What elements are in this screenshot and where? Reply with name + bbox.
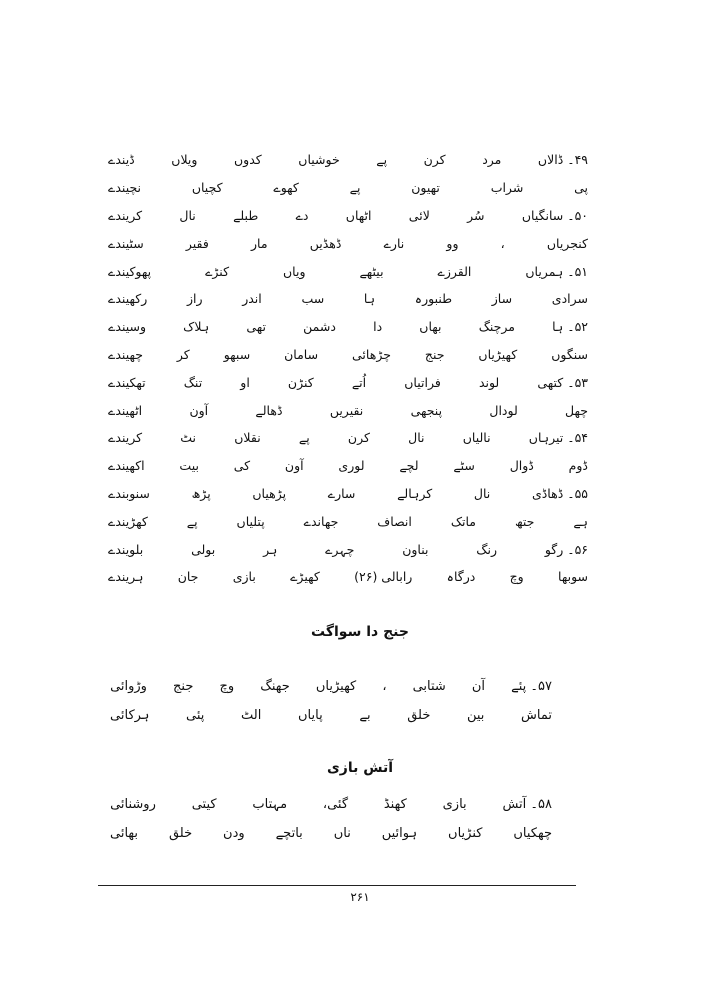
verse-word: بازی	[442, 797, 467, 812]
verse-word: آون	[284, 458, 304, 474]
verse-word: کنڑے	[205, 263, 230, 279]
verse-word: نال	[179, 207, 196, 223]
verse-line	[108, 174, 588, 202]
verse-word: وچ	[219, 679, 235, 694]
verse-line	[108, 229, 588, 257]
verse-line	[108, 368, 588, 396]
verse-word: دے	[295, 207, 309, 223]
verse-word: کرہالے	[397, 485, 433, 501]
verse-word: فقیر	[185, 235, 209, 251]
verse-word: لوری	[338, 458, 365, 474]
verse-word: کنڑیاں	[448, 826, 483, 841]
verse-word: بازی	[232, 569, 256, 585]
verse-word: کر	[176, 346, 190, 362]
verse-word: کریندے	[108, 430, 143, 446]
verse-word: او	[240, 374, 250, 390]
verse-word: چھکیاں	[513, 826, 552, 841]
verse-word: سارے	[327, 485, 356, 501]
verse-word: ہا	[363, 291, 376, 307]
verse-word: پے	[349, 180, 361, 196]
verse-word: ویلاں	[171, 152, 198, 168]
verse-word: الٹ	[241, 708, 262, 723]
verse-word: القرزے	[437, 263, 472, 279]
verse-word: ڈیندے	[108, 152, 135, 168]
verse-word: انصاف	[377, 513, 412, 529]
verse-word: ،	[382, 679, 387, 694]
verse-word: رنگ	[476, 541, 497, 557]
verse-word: کیتی	[191, 797, 217, 812]
verse-word: ۵۷۔ پئے	[511, 679, 552, 694]
verse-word: ۵۰۔ سانگیاں	[521, 207, 588, 223]
verse-word: آون	[189, 402, 209, 418]
verse-word: ہے	[573, 513, 588, 529]
verse-word: سنگوں	[551, 346, 588, 362]
verse-line	[108, 257, 588, 285]
verse-word: ڈوم	[568, 458, 588, 474]
verse-word: نال	[408, 430, 425, 446]
verse-word: اٹھیندے	[108, 402, 143, 418]
section-heading-atish-bazi: آتش بازی	[326, 760, 394, 776]
verse-word: جنج	[173, 679, 194, 694]
verse-word: کچیاں	[191, 180, 223, 196]
verse-word: مرچنگ	[478, 319, 515, 335]
verse-word: ،	[500, 235, 505, 251]
verse-word: کھوے	[273, 180, 299, 196]
verse-line	[108, 424, 588, 452]
couplet-block-57	[110, 672, 552, 730]
verse-word: مرد	[482, 152, 502, 168]
verse-line	[108, 285, 588, 313]
verse-word: ۵۳۔ کتھی	[537, 374, 588, 390]
verse-word: کی	[233, 458, 251, 474]
verse-word: جان	[177, 569, 199, 585]
verse-word: نقیریں	[329, 402, 364, 418]
verse-word: بلویندے	[108, 541, 144, 557]
verse-word: خلق	[407, 708, 431, 723]
verse-word: تھیون	[411, 180, 440, 196]
verse-word: کنڑن	[287, 374, 314, 390]
verse-word: باتچے	[275, 826, 303, 841]
verse-word: طبلے	[233, 207, 259, 223]
verse-word: جنج	[424, 346, 445, 362]
verse-word: ہرکائی	[110, 708, 150, 723]
verse-word: دا	[373, 319, 383, 335]
verse-word: بھائی	[110, 826, 139, 841]
verse-word: بین	[466, 708, 485, 723]
verse-line	[108, 452, 588, 480]
section-heading-jinj-da-swagat: جنج دا سواگت	[311, 624, 409, 640]
verse-word: لچے	[399, 458, 419, 474]
verse-line	[108, 535, 588, 563]
verse-word: چھل	[565, 402, 588, 418]
verse-word: بے	[359, 708, 371, 723]
verse-word: ہلاک	[183, 319, 210, 335]
verse-word: راز	[186, 291, 203, 307]
verse-word: کھیڑیاں	[315, 679, 357, 694]
verse-word: پتلیاں	[236, 513, 265, 529]
verse-word: پئی	[186, 708, 205, 723]
verse-line	[108, 341, 588, 369]
verse-word: بولی	[191, 541, 216, 557]
verse-word: لائی	[408, 207, 430, 223]
verse-word: فراتیاں	[404, 374, 441, 390]
verse-word: پے	[298, 430, 310, 446]
verse-block	[108, 146, 588, 591]
verse-line	[108, 396, 588, 424]
verse-word: پنجھی	[410, 402, 443, 418]
verse-word: نقلاں	[234, 430, 261, 446]
verse-word: اٹھاں	[345, 207, 372, 223]
verse-line	[108, 202, 588, 230]
verse-word: مہتاب	[252, 797, 288, 812]
verse-word: سوبھا	[558, 569, 588, 585]
verse-word: پڑھیاں	[252, 485, 287, 501]
verse-word: سب	[301, 291, 325, 307]
verse-word: خلق	[168, 826, 193, 841]
verse-word: پے	[376, 152, 388, 168]
verse-line	[110, 819, 552, 848]
verse-word: ۵۲۔ ہا	[552, 319, 588, 335]
verse-word: جھاندے	[303, 513, 339, 529]
footer-rule	[98, 885, 576, 886]
verse-word: کھنڈ	[383, 797, 407, 812]
verse-word: رابالی (۲۶)	[354, 569, 413, 585]
verse-word: لودال	[489, 402, 518, 418]
verse-word: ۵۵۔ ڈھاڈی	[531, 485, 588, 501]
verse-word: اندر	[242, 291, 262, 307]
verse-word: کدوں	[234, 152, 262, 168]
verse-word: شراب	[490, 180, 524, 196]
verse-word: کرن	[423, 152, 446, 168]
verse-word: کھڑیندے	[108, 513, 148, 529]
verse-word: ڈھالے	[255, 402, 283, 418]
verse-word: ہوائیں	[381, 826, 418, 841]
verse-word: وو	[446, 235, 459, 251]
verse-word: سامان	[284, 346, 319, 362]
verse-word: وڑوائی	[110, 679, 147, 694]
verse-word: ویاں	[282, 263, 306, 279]
verse-word: نارے	[383, 235, 405, 251]
verse-word: ۵۱۔ ہمریاں	[525, 263, 588, 279]
verse-word: بھاں	[419, 319, 442, 335]
verse-word: بیٹھے	[359, 263, 384, 279]
verse-word: بناون	[402, 541, 429, 557]
verse-word: تماش	[521, 708, 552, 723]
verse-word: پایاں	[298, 708, 323, 723]
verse-word: کرن	[347, 430, 370, 446]
verse-word: ماتک	[450, 513, 476, 529]
verse-word: ہریندے	[108, 569, 144, 585]
verse-word: ساز	[491, 291, 513, 307]
verse-line	[110, 672, 552, 701]
verse-word: کنجریاں	[546, 235, 588, 251]
verse-word: پی	[574, 180, 588, 196]
verse-word: ناں	[333, 826, 351, 841]
verse-word: ۵۶۔ رگو	[544, 541, 588, 557]
verse-word: سرادی	[551, 291, 588, 307]
verse-word: اکھیندے	[108, 458, 145, 474]
verse-word: اُتے	[351, 374, 367, 390]
verse-word: شتابی	[412, 679, 446, 694]
verse-word: چہرے	[325, 541, 355, 557]
verse-word: ودن	[223, 826, 245, 841]
verse-word: بیت	[179, 458, 199, 474]
verse-word: جھنگ	[260, 679, 290, 694]
verse-word: سُر	[467, 207, 485, 223]
verse-word: کھیڑیاں	[478, 346, 518, 362]
verse-word: آن	[471, 679, 486, 694]
verse-word: روشنائی	[110, 797, 156, 812]
verse-line	[108, 563, 588, 591]
verse-word: ۵۸۔ آتش	[502, 797, 552, 812]
verse-word: سٹیندے	[108, 235, 144, 251]
verse-word: تنگ	[183, 374, 203, 390]
verse-word: ہر	[263, 541, 278, 557]
verse-word: مار	[251, 235, 268, 251]
verse-word: رکھیندے	[108, 291, 148, 307]
verse-word: ڈھڈیں	[309, 235, 342, 251]
verse-word: کریندے	[108, 207, 143, 223]
verse-word: طنبورہ	[414, 291, 453, 307]
verse-word: چڑھائی	[352, 346, 391, 362]
verse-word: کھیڑے	[290, 569, 320, 585]
verse-word: سٹے	[453, 458, 475, 474]
verse-word: ۵۴۔ تیرہاں	[528, 430, 588, 446]
verse-word: جتھ	[514, 513, 535, 529]
verse-word: نالیاں	[462, 430, 491, 446]
verse-word: چھیندے	[108, 346, 143, 362]
verse-line	[110, 790, 552, 819]
verse-word: پڑھ	[191, 485, 211, 501]
verse-word: ڈوال	[509, 458, 534, 474]
page-number: ۲۶۱	[350, 890, 370, 904]
verse-word: گئی،	[322, 797, 349, 812]
verse-line	[110, 701, 552, 730]
verse-word: خوشیاں	[298, 152, 340, 168]
verse-word: درگاہ	[446, 569, 476, 585]
verse-word: تھکیندے	[108, 374, 146, 390]
verse-line	[108, 480, 588, 508]
verse-word: پھوکیندے	[108, 263, 152, 279]
verse-word: وسیندے	[108, 319, 147, 335]
verse-word: وچ	[509, 569, 524, 585]
verse-word: سنوبندے	[108, 485, 150, 501]
verse-word: لوند	[478, 374, 500, 390]
verse-word: تھی	[246, 319, 266, 335]
verse-word: دشمن	[303, 319, 336, 335]
verse-word: نال	[473, 485, 491, 501]
verse-word: ۴۹۔ ڈالاں	[537, 152, 588, 168]
verse-word: نچیندے	[108, 180, 142, 196]
verse-line	[108, 313, 588, 341]
verse-word: پے	[186, 513, 198, 529]
couplet-block-58	[110, 790, 552, 848]
verse-line	[108, 146, 588, 174]
verse-word: سبھو	[223, 346, 251, 362]
verse-line	[108, 507, 588, 535]
verse-word: نٹ	[180, 430, 197, 446]
